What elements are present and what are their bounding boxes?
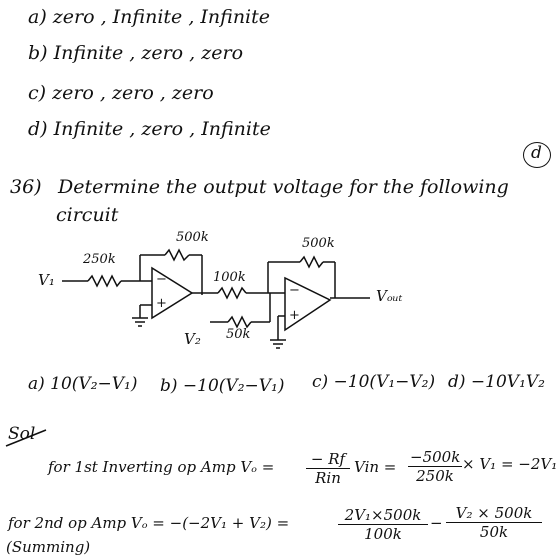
option-b-prev: b) Infinite , zero , zero [28, 42, 244, 64]
label-100k: 100k [213, 270, 246, 285]
answer-mark: d [531, 143, 542, 163]
fraction-rf-rin [306, 450, 350, 487]
solution-label: Sol [8, 424, 36, 444]
opamp1-plus: + [156, 296, 167, 311]
fraction-num-v2: V₂ × 500k [446, 504, 542, 523]
vin-label: Vin = [354, 458, 397, 476]
choice-d: d) −10V₁V₂ [448, 372, 545, 392]
label-vout: Vₒᵤₜ [376, 287, 403, 305]
fraction-rin: Rin [315, 469, 341, 487]
solution-minus: − [430, 514, 443, 532]
choice-c: c) −10(V₁−V₂) [312, 372, 436, 392]
fraction-den-250k: 250k [416, 467, 454, 485]
label-v1: V₁ [38, 271, 55, 289]
label-500k-feedback2: 500k [302, 236, 335, 251]
choice-a: a) 10(V₂−V₁) [28, 374, 138, 394]
solution-line-1: for 1st Inverting op Amp Vₒ = [48, 458, 275, 476]
fraction-2v1-500k [338, 506, 428, 543]
fraction-num-2v1: 2V₁×500k [338, 506, 428, 525]
fraction-den-50k: 50k [479, 523, 509, 541]
fraction-den-100k: 100k [364, 525, 402, 543]
resistor-250k [88, 276, 121, 286]
option-d-prev: d) Infinite , zero , Infinite [28, 118, 271, 140]
label-250k: 250k [83, 252, 116, 267]
question-number: 36) [10, 176, 42, 198]
resistor-500k-feedback2 [300, 257, 323, 267]
summing-note: (Summing) [6, 538, 91, 556]
solution-line-2: for 2nd op Amp Vₒ = −(−2V₁ + V₂) = [8, 514, 290, 532]
opamp2-minus: − [289, 283, 300, 298]
resistor-50k [228, 317, 251, 327]
option-a-prev: a) zero , Infinite , Infinite [28, 6, 271, 28]
choice-b: b) −10(V₂−V₁) [160, 376, 285, 396]
fraction-v2-500k [446, 504, 542, 541]
label-50k: 50k [226, 327, 251, 342]
fraction-rf: − Rf [306, 450, 350, 469]
resistor-500k-feedback1 [165, 250, 189, 260]
opamp2-plus: + [289, 308, 300, 323]
label-500k-feedback1: 500k [176, 230, 209, 245]
option-c-prev: c) zero , zero , zero [28, 82, 214, 104]
question-line-2: circuit [56, 204, 119, 226]
fraction-500k-250k [408, 448, 462, 485]
label-v2: V₂ [184, 330, 201, 348]
opamp1-minus: − [156, 272, 167, 287]
question-line-1: Determine the output voltage for the following [58, 176, 509, 198]
resistor-100k [218, 288, 246, 298]
fraction-num-500k: −500k [410, 448, 461, 466]
solution-line-1-result: × V₁ = −2V₁ [462, 455, 558, 473]
